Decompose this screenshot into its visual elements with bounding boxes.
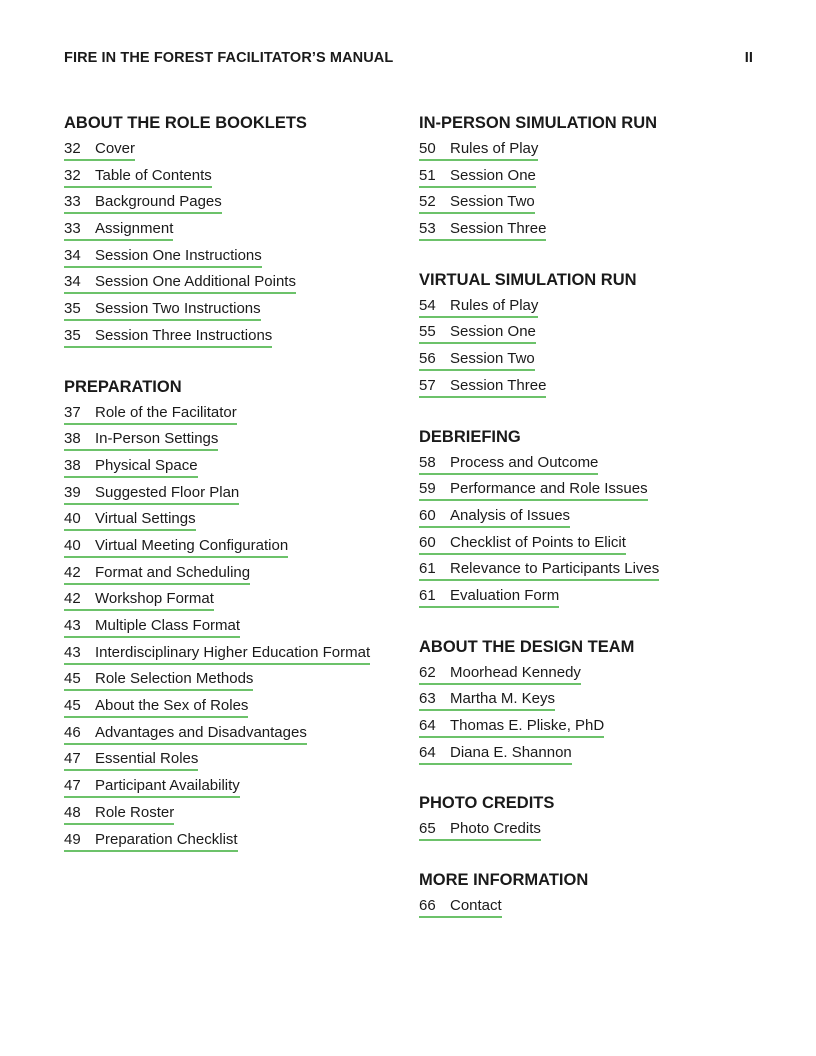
toc-entry-link[interactable] — [419, 819, 541, 841]
toc-entry — [419, 689, 749, 716]
toc-entry-link[interactable] — [64, 643, 370, 665]
entry-label: Preparation Checklist — [95, 830, 238, 848]
entry-page-number: 59 — [419, 480, 436, 498]
entry-page-number: 33 — [64, 193, 81, 211]
toc-entry — [419, 716, 749, 743]
toc-section-about-the-design-team — [419, 637, 749, 770]
entry-page-number: 56 — [419, 350, 436, 368]
entry-label: Rules of Play — [450, 140, 539, 157]
entry-page-number: 34 — [64, 246, 81, 264]
toc-entry — [64, 749, 409, 776]
entry-page-number: 61 — [419, 560, 436, 578]
entry-page-number: 40 — [64, 536, 81, 554]
entry-label: Martha M. Keys — [450, 690, 556, 708]
toc-entry — [64, 429, 409, 456]
entry-page-number: 51 — [419, 166, 436, 184]
toc-entry — [419, 559, 749, 586]
entry-label: Moorhead Kennedy — [450, 663, 581, 681]
section-heading: MORE INFORMATION — [419, 871, 589, 890]
toc-entry-link[interactable] — [419, 479, 648, 501]
toc-entry — [64, 723, 409, 750]
entry-page-number: 43 — [64, 643, 81, 661]
toc-entry — [419, 296, 749, 323]
toc-entry-link[interactable] — [419, 453, 598, 475]
toc-entry — [419, 533, 749, 560]
entry-label: Format and Scheduling — [95, 563, 251, 581]
toc-entry-list — [64, 403, 409, 857]
entry-page-number: 34 — [64, 273, 81, 291]
toc-entry — [419, 896, 749, 923]
toc-entry-link[interactable] — [64, 536, 288, 558]
toc-entry-link[interactable] — [419, 689, 555, 711]
entry-label: Analysis of Issues — [450, 506, 571, 524]
toc-section-in-person-simulation-run — [419, 113, 749, 246]
entry-page-number: 42 — [64, 563, 81, 581]
toc-entry-link[interactable] — [64, 272, 296, 294]
entry-label: Role Roster — [95, 803, 175, 821]
toc-section-debriefing — [419, 427, 749, 613]
entry-page-number: 49 — [64, 830, 81, 848]
entry-label: Virtual Settings — [95, 510, 196, 528]
toc-entry-link[interactable] — [64, 669, 253, 691]
toc-entry-link[interactable] — [419, 139, 538, 161]
entry-label: Session Three — [450, 376, 547, 394]
toc-entry-link[interactable] — [419, 743, 572, 765]
entry-label: Advantages and Disadvantages — [95, 723, 307, 741]
toc-entry — [419, 166, 749, 193]
toc-entry-link[interactable] — [419, 716, 604, 738]
toc-entry — [419, 663, 749, 690]
entry-page-number: 45 — [64, 697, 81, 715]
toc-entry — [64, 616, 409, 643]
document-title: FIRE IN THE FOREST FACILITATOR’S MANUAL — [64, 50, 394, 66]
toc-entry — [64, 272, 409, 299]
entry-label: Session One — [450, 323, 536, 341]
toc-entry — [64, 536, 409, 563]
toc-entry-link[interactable] — [64, 616, 240, 638]
toc-entry-link[interactable] — [419, 219, 546, 241]
entry-page-number: 62 — [419, 663, 436, 681]
entry-page-number: 47 — [64, 777, 81, 795]
toc-entry — [419, 819, 749, 846]
toc-entry — [64, 192, 409, 219]
toc-entry-link[interactable] — [419, 533, 626, 555]
entry-label: Table of Contents — [95, 166, 212, 184]
entry-label: Thomas E. Pliske, PhD — [450, 717, 605, 734]
entry-label: Session One Instructions — [95, 246, 262, 264]
entry-page-number: 65 — [419, 820, 436, 838]
toc-entry-link[interactable] — [64, 776, 240, 798]
toc-entry — [419, 376, 749, 403]
entry-label: Session Three — [450, 220, 547, 238]
entry-page-number: 35 — [64, 300, 81, 318]
toc-entry-link[interactable] — [64, 403, 237, 425]
toc-entry — [64, 563, 409, 590]
toc-entry — [64, 326, 409, 353]
toc-entry-link[interactable] — [64, 830, 238, 852]
entry-label: Session One — [450, 166, 536, 184]
entry-page-number: 64 — [419, 743, 436, 761]
entry-page-number: 52 — [419, 193, 436, 211]
toc-entry — [64, 803, 409, 830]
entry-label: Suggested Floor Plan — [95, 483, 240, 501]
entry-page-number: 64 — [419, 717, 436, 734]
toc-entry — [419, 219, 749, 246]
toc-entry-link[interactable] — [64, 219, 173, 241]
entry-page-number: 47 — [64, 750, 81, 768]
entry-page-number: 45 — [64, 670, 81, 688]
page-number: II — [744, 50, 753, 66]
entry-label: Checklist of Points to Elicit — [450, 533, 626, 551]
entry-label: Evaluation Form — [450, 586, 560, 604]
toc-entry-link[interactable] — [419, 663, 581, 685]
toc-entry — [64, 483, 409, 510]
entry-page-number: 55 — [419, 323, 436, 341]
entry-label: Cover — [95, 140, 136, 157]
toc-left-column — [64, 113, 409, 880]
entry-page-number: 60 — [419, 533, 436, 551]
toc-section-more-information — [419, 870, 749, 923]
toc-entry-link[interactable] — [64, 192, 222, 214]
toc-entry-link[interactable] — [419, 586, 559, 608]
entry-page-number: 61 — [419, 586, 436, 604]
entry-label: Performance and Role Issues — [450, 480, 648, 498]
entry-label: Rules of Play — [450, 296, 539, 314]
toc-entry-list — [419, 139, 749, 246]
entry-label: Session Three Instructions — [95, 326, 273, 344]
toc-entry — [64, 219, 409, 246]
toc-entry-link[interactable] — [64, 509, 196, 531]
entry-label: Photo Credits — [450, 820, 541, 838]
toc-entry-link[interactable] — [64, 696, 248, 718]
entry-label: Essential Roles — [95, 750, 199, 768]
toc-entry-link[interactable] — [419, 896, 502, 918]
toc-entry — [419, 349, 749, 376]
entry-page-number: 48 — [64, 803, 81, 821]
toc-entry — [64, 166, 409, 193]
toc-entry-link[interactable] — [419, 506, 570, 528]
entry-label: Diana E. Shannon — [450, 743, 572, 761]
entry-page-number: 46 — [64, 723, 81, 741]
entry-page-number: 63 — [419, 690, 436, 708]
toc-entry-list — [419, 819, 749, 846]
section-heading: IN-PERSON SIMULATION RUN — [419, 114, 658, 132]
entry-page-number: 42 — [64, 590, 81, 608]
toc-entry-link[interactable] — [64, 429, 218, 451]
toc-entry-link[interactable] — [419, 376, 546, 398]
entry-page-number: 40 — [64, 510, 81, 528]
toc-entry — [64, 509, 409, 536]
entry-label: In-Person Settings — [95, 430, 219, 448]
toc-entry-link[interactable] — [419, 296, 538, 318]
toc-entry — [419, 139, 749, 166]
toc-right-column — [419, 113, 749, 947]
toc-entry-link[interactable] — [64, 723, 307, 745]
section-heading: ABOUT THE DESIGN TEAM — [419, 637, 635, 656]
toc-entry — [419, 479, 749, 506]
toc-entry — [419, 453, 749, 480]
toc-entry-list — [419, 896, 749, 923]
toc-section-photo-credits — [419, 793, 749, 846]
entry-page-number: 43 — [64, 617, 81, 634]
toc-entry-link[interactable] — [64, 166, 212, 188]
entry-page-number: 50 — [419, 140, 436, 157]
section-heading: ABOUT THE ROLE BOOKLETS — [64, 114, 307, 132]
entry-label: Workshop Format — [95, 590, 214, 608]
entry-label: Session One Additional Points — [95, 273, 296, 291]
toc-entry-list — [419, 296, 749, 403]
toc-entry-link[interactable] — [64, 483, 239, 505]
toc-entry-link[interactable] — [419, 349, 535, 371]
toc-entry — [64, 299, 409, 326]
toc-entry — [419, 322, 749, 349]
toc-entry-link[interactable] — [419, 322, 536, 344]
entry-label: Background Pages — [95, 193, 222, 211]
entry-page-number: 54 — [419, 296, 436, 314]
toc-entry — [64, 669, 409, 696]
entry-label: Interdisciplinary Higher Education Format — [95, 643, 371, 661]
section-heading: VIRTUAL SIMULATION RUN — [419, 270, 637, 289]
section-heading: PREPARATION — [64, 377, 182, 396]
entry-label: Virtual Meeting Configuration — [95, 536, 289, 554]
entry-label: Role Selection Methods — [95, 670, 254, 688]
toc-entry-link[interactable] — [64, 456, 198, 478]
toc-entry — [64, 403, 409, 430]
running-header — [64, 49, 753, 67]
toc-entry-link[interactable] — [64, 246, 262, 268]
toc-entry — [419, 586, 749, 613]
entry-page-number: 33 — [64, 220, 81, 238]
toc-entry-list — [419, 663, 749, 770]
entry-page-number: 53 — [419, 220, 436, 238]
toc-section-virtual-simulation-run — [419, 270, 749, 403]
section-heading: DEBRIEFING — [419, 427, 521, 446]
section-heading: PHOTO CREDITS — [419, 794, 555, 813]
entry-page-number: 32 — [64, 140, 81, 157]
toc-entry-link[interactable] — [419, 166, 536, 188]
entry-page-number: 58 — [419, 453, 436, 471]
entry-page-number: 39 — [64, 483, 81, 501]
entry-page-number: 60 — [419, 506, 436, 524]
entry-label: Relevance to Participants Lives — [450, 560, 660, 578]
toc-entry — [64, 696, 409, 723]
toc-entry-list — [64, 139, 409, 353]
entry-page-number: 32 — [64, 166, 81, 184]
entry-page-number: 66 — [419, 897, 436, 915]
entry-page-number: 37 — [64, 403, 81, 421]
toc-entry — [419, 743, 749, 770]
entry-page-number: 38 — [64, 430, 81, 448]
toc-entry — [64, 139, 409, 166]
toc-entry-link[interactable] — [64, 589, 214, 611]
entry-label: Assignment — [95, 220, 174, 238]
toc-entry — [419, 506, 749, 533]
toc-entry-link[interactable] — [64, 299, 261, 321]
toc-entry-link[interactable] — [419, 192, 535, 214]
toc-entry-link[interactable] — [64, 139, 135, 161]
toc-section-preparation — [64, 377, 409, 857]
toc-entry — [419, 192, 749, 219]
toc-entry-list — [419, 453, 749, 613]
entry-page-number: 35 — [64, 326, 81, 344]
toc-entry-link[interactable] — [419, 559, 659, 581]
entry-label: Session Two — [450, 350, 535, 368]
toc-entry-link[interactable] — [64, 326, 272, 348]
toc-entry-link[interactable] — [64, 749, 198, 771]
entry-label: Process and Outcome — [450, 453, 599, 471]
toc-entry — [64, 643, 409, 670]
toc-section-about-the-role-booklets — [64, 113, 409, 353]
toc-entry — [64, 589, 409, 616]
toc-entry — [64, 830, 409, 857]
entry-label: Contact — [450, 897, 502, 915]
toc-entry — [64, 456, 409, 483]
toc-entry — [64, 246, 409, 273]
toc-entry-link[interactable] — [64, 563, 250, 585]
entry-label: Physical Space — [95, 456, 198, 474]
entry-label: Session Two Instructions — [95, 300, 261, 318]
entry-label: About the Sex of Roles — [95, 697, 249, 715]
entry-label: Participant Availability — [95, 777, 240, 795]
entry-label: Role of the Facilitator — [95, 403, 237, 421]
toc-entry — [64, 776, 409, 803]
entry-page-number: 57 — [419, 376, 436, 394]
entry-page-number: 38 — [64, 456, 81, 474]
entry-label: Multiple Class Format — [95, 617, 241, 634]
entry-label: Session Two — [450, 193, 535, 211]
toc-entry-link[interactable] — [64, 803, 174, 825]
